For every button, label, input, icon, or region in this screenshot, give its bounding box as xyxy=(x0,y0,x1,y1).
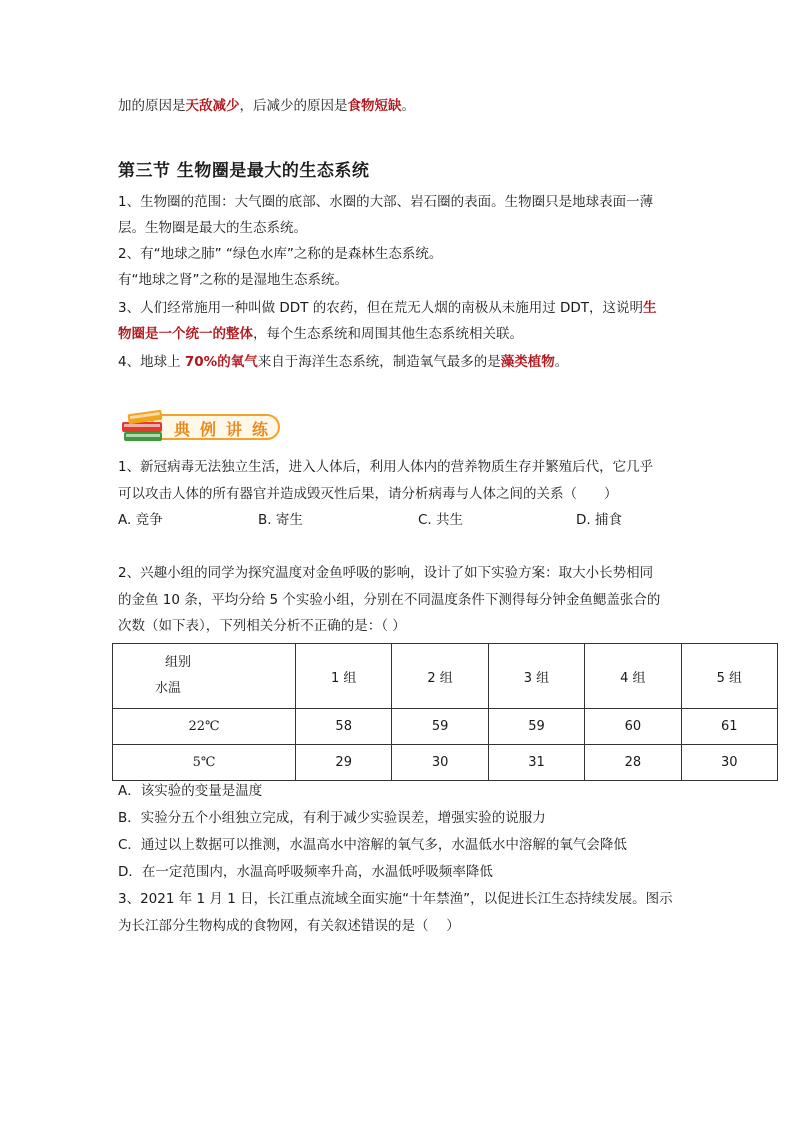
table-row xyxy=(113,709,778,745)
highlight-text: 食物短缺 xyxy=(347,98,402,114)
highlight-text: 藻类植物 xyxy=(500,354,555,370)
highlight-text: 天敌减少 xyxy=(185,98,240,114)
highlight-text: 70%的氧气 xyxy=(184,354,258,370)
question-3-line: 为长江部分生物构成的食物网，有关叙述错误的是（ ） xyxy=(118,918,460,934)
paragraph-line xyxy=(118,298,657,318)
banner-pill xyxy=(150,414,280,440)
paragraph-line xyxy=(118,352,568,372)
table-header-cell: 2 组 xyxy=(392,644,488,709)
section-title: 第三节 生物圈是最大的生态系统 xyxy=(118,161,370,181)
table-header-cell: 4 组 xyxy=(585,644,681,709)
question-1-line: 可以攻击人体的所有器官并造成毁灭性后果，请分析病毒与人体之间的关系（ ） xyxy=(118,486,618,502)
table-cell: 28 xyxy=(585,745,681,781)
table-header-cell: 3 组 xyxy=(488,644,584,709)
data-table xyxy=(112,643,778,781)
option-a[interactable]: A. 竞争 xyxy=(118,512,163,528)
intro-line xyxy=(118,96,415,116)
corner-label: 水温 xyxy=(155,681,182,696)
table-cell: 60 xyxy=(585,709,681,745)
intro-text: 加的原因是 xyxy=(118,98,186,114)
paragraph-line: 有“地球之肾”之称的是湿地生态系统。 xyxy=(118,272,348,288)
intro-text: 。 xyxy=(401,98,415,114)
highlight-text: 物圈是一个统一的整体 xyxy=(118,326,253,342)
option-d[interactable]: D．在一定范围内，水温高呼吸频率升高，水温低呼吸频率降低 xyxy=(118,864,493,880)
paragraph-text: 来自于海洋生态系统，制造氧气最多的是 xyxy=(257,354,501,370)
option-d[interactable]: D. 捕食 xyxy=(576,512,622,528)
option-c[interactable]: C. 共生 xyxy=(418,512,464,528)
corner-label: 组别 xyxy=(165,655,192,670)
paragraph-line xyxy=(118,324,523,344)
question-3-line: 3、2021 年 1 月 1 日，长江重点流域全面实施“十年禁渔”，以促进长江生态持续发展。图示 xyxy=(118,891,673,907)
highlight-text: 生 xyxy=(643,300,657,316)
banner-label: 典例讲练 xyxy=(174,420,279,439)
option-c[interactable]: C．通过以上数据可以推测，水温高水中溶解的氧气多，水温低水中溶解的氧气会降低 xyxy=(118,837,627,853)
paragraph-text: 。 xyxy=(554,354,569,370)
paragraph-text: 3、人们经常施用一种叫做 DDT 的农药，但在荒无人烟的南极从未施用过 DDT，这说明 xyxy=(118,300,644,316)
example-banner xyxy=(120,404,282,446)
table-row xyxy=(113,745,778,781)
option-a[interactable]: A．该实验的变量是温度 xyxy=(118,783,263,799)
option-b[interactable]: B. 寄生 xyxy=(258,512,303,528)
paragraph-text: ，每个生态系统和周围其他生态系统相关联。 xyxy=(253,326,523,342)
paragraph-text: 4、地球上 xyxy=(118,354,185,370)
table-header-cell: 1 组 xyxy=(296,644,392,709)
table-cell: 30 xyxy=(392,745,488,781)
option-b[interactable]: B．实验分五个小组独立完成，有利于减少实验误差，增强实验的说服力 xyxy=(118,810,546,826)
paragraph-line: 层。生物圈是最大的生态系统。 xyxy=(118,220,307,236)
table-cell: 58 xyxy=(296,709,392,745)
paragraph-line: 2、有“地球之肺” “绿色水库”之称的是森林生态系统。 xyxy=(118,246,443,262)
question-2-line: 2、兴趣小组的同学为探究温度对金鱼呼吸的影响，设计了如下实验方案：取大小长势相同 xyxy=(118,565,654,581)
table-cell: 59 xyxy=(488,709,584,745)
table-cell: 29 xyxy=(296,745,392,781)
table-cell: 61 xyxy=(681,709,777,745)
question-2-line: 的金鱼 10 条，平均分给 5 个实验小组，分别在不同温度条件下测得每分钟金鱼鳃盖张合的 xyxy=(118,592,661,608)
books-icon xyxy=(120,404,168,446)
table-header-cell: 5 组 xyxy=(681,644,777,709)
question-2-line: 次数（如下表），下列相关分析不正确的是：（ ） xyxy=(118,618,406,634)
paragraph-line: 1、生物圈的范围：大气圈的底部、水圈的大部、岩石圈的表面。生物圈只是地球表面一薄 xyxy=(118,194,654,210)
table-header-row xyxy=(113,644,778,709)
table-corner-cell xyxy=(113,644,296,709)
table-row-label: 22℃ xyxy=(113,709,296,745)
intro-text: ，后减少的原因是 xyxy=(239,98,348,114)
question-1-line: 1、新冠病毒无法独立生活，进入人体后，利用人体内的营养物质生存并繁殖后代，它几乎 xyxy=(118,459,654,475)
table-cell: 59 xyxy=(392,709,488,745)
table-cell: 31 xyxy=(488,745,584,781)
table-row-label: 5℃ xyxy=(113,745,296,781)
table-cell: 30 xyxy=(681,745,777,781)
